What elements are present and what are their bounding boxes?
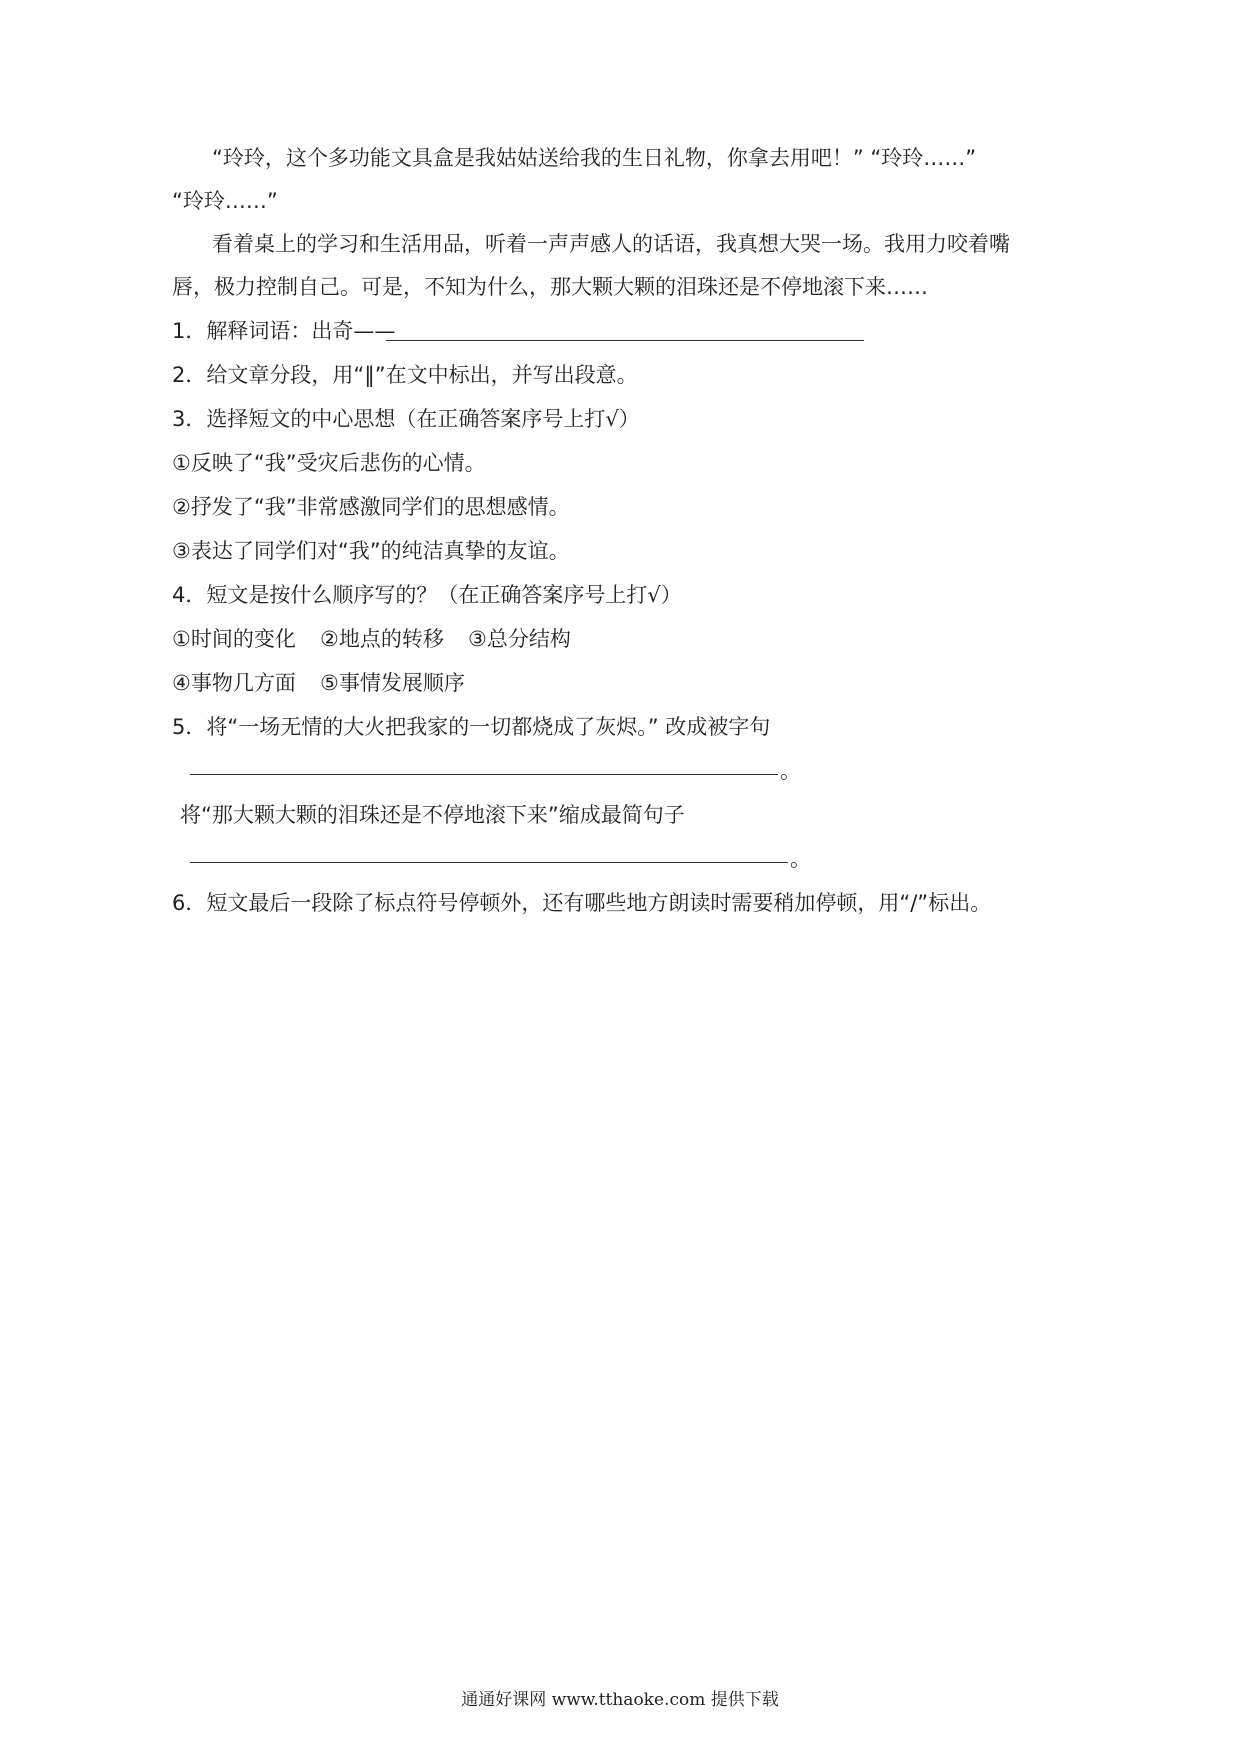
question-4-options-row-1 — [172, 624, 571, 654]
question-3: 3．选择短文的中心思想（在正确答案序号上打√） — [172, 407, 640, 431]
question-3-option-3[interactable]: ③表达了同学们对“我”的纯洁真挚的友谊。 — [172, 539, 570, 563]
question-4-option-4[interactable]: ④事物几方面 — [172, 671, 296, 695]
question-5-answer-blank[interactable] — [190, 774, 778, 775]
question-4-option-2[interactable]: ②地点的转移 — [320, 627, 444, 651]
question-1 — [172, 316, 395, 346]
question-3-option-2[interactable]: ②抒发了“我”非常感激同学们的思想感情。 — [172, 495, 570, 519]
passage-line-4: 唇，极力控制自己。可是，不知为什么，那大颗大颗的泪珠还是不停地滚下来…… — [172, 275, 928, 299]
question-5b-answer-blank[interactable] — [190, 862, 788, 863]
question-5b: 将“那大颗大颗的泪珠还是不停地滚下来”缩成最简句子 — [180, 803, 685, 827]
question-4-options-row-2 — [172, 668, 465, 698]
question-1-text: 1．解释词语：出奇—— — [172, 319, 396, 343]
passage-line-1: “玲玲，这个多功能文具盒是我姑姑送给我的生日礼物，你拿去用吧！” “玲玲……” — [212, 146, 977, 170]
footer-credit: 通通好课网 www.tthaoke.com 提供下载 — [461, 1690, 779, 1710]
question-4: 4．短文是按什么顺序写的？（在正确答案序号上打√） — [172, 583, 682, 607]
question-4-option-5[interactable]: ⑤事情发展顺序 — [320, 671, 465, 695]
passage-line-3: 看着桌上的学习和生活用品，听着一声声感人的话语，我真想大哭一场。我用力咬着嘴 — [212, 232, 1010, 256]
question-4-option-1[interactable]: ①时间的变化 — [172, 627, 296, 651]
question-5: 5．将“一场无情的大火把我家的一切都烧成了灰烬。” 改成被字句 — [172, 715, 771, 739]
question-5b-period: 。 — [790, 847, 811, 871]
question-6: 6．短文最后一段除了标点符号停顿外，还有哪些地方朗读时需要稍加停顿，用“/”标出。 — [172, 891, 992, 915]
question-1-answer-blank[interactable] — [386, 340, 864, 341]
question-2: 2．给文章分段，用“‖”在文中标出，并写出段意。 — [172, 363, 638, 387]
question-4-option-3[interactable]: ③总分结构 — [468, 627, 571, 651]
question-5-period: 。 — [780, 759, 801, 783]
passage-line-2: “玲玲……” — [172, 189, 278, 213]
question-3-option-1[interactable]: ①反映了“我”受灾后悲伤的心情。 — [172, 451, 486, 475]
